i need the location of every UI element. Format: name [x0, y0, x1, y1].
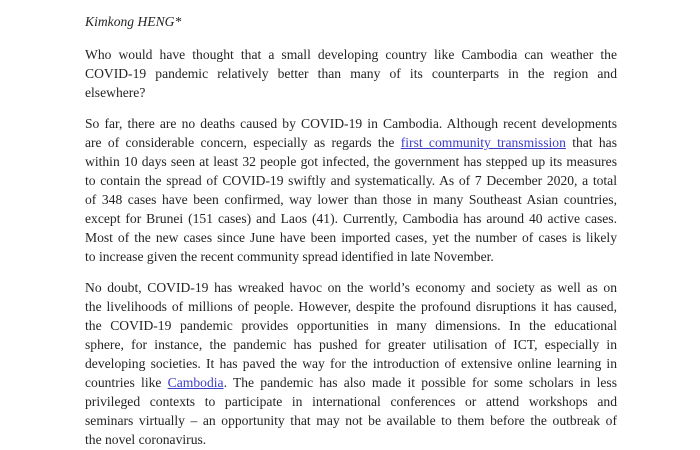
text-segment: countries like — [85, 375, 168, 390]
text-line — [85, 171, 617, 190]
paragraph — [85, 278, 617, 449]
text-segment: the COVID-19 pandemic provides opportunities in many dimensions. In the educational — [85, 318, 617, 333]
text-segment: are of considerable concern, especially as regards the — [85, 135, 401, 150]
text-line — [85, 354, 617, 373]
text-segment: within 10 days seen at least 32 people got infected, the government has stepped up its measures — [85, 154, 617, 169]
text-segment: developing societies. It has paved the way for the introduction of extensive online learning in — [85, 356, 617, 371]
text-line — [85, 228, 617, 247]
text-segment: of 348 cases have been confirmed, way lower than those in many Southeast Asian countries, — [85, 192, 617, 207]
text-segment: . The pandemic has also made it possible for some scholars in less — [223, 375, 617, 390]
text-line — [85, 64, 617, 83]
text-line — [85, 335, 617, 354]
text-line — [85, 45, 617, 64]
paragraph — [85, 45, 617, 102]
text-line — [85, 430, 617, 449]
text-line — [85, 83, 617, 102]
text-line — [85, 278, 617, 297]
text-line — [85, 316, 617, 335]
text-line — [85, 392, 617, 411]
text-line — [85, 190, 617, 209]
text-line — [85, 152, 617, 171]
text-segment: seminars virtually – an opportunity that may not be available to them before the outbreak of — [85, 413, 617, 428]
text-line — [85, 297, 617, 316]
text-segment: the novel coronavirus. — [85, 432, 207, 447]
text-line — [85, 114, 617, 133]
text-segment: So far, there are no deaths caused by COVID-19 in Cambodia. Although recent developments — [85, 116, 617, 131]
text-line — [85, 247, 617, 266]
link-cambodia[interactable]: Cambodia — [167, 375, 224, 390]
paragraph — [85, 114, 617, 266]
text-segment: sphere, for instance, the pandemic has pushed for greater utilisation of ICT, especially in — [85, 337, 617, 352]
text-line — [85, 133, 617, 152]
text-segment: COVID-19 pandemic relatively better than many of its counterparts in the region and — [85, 66, 617, 81]
text-segment: except for Brunei (151 cases) and Laos (41). Currently, Cambodia has around 40 active cases. — [85, 211, 617, 226]
text-segment: elsewhere? — [85, 85, 146, 100]
text-segment: No doubt, COVID-19 has wreaked havoc on the world’s economy and society as well as on — [85, 280, 617, 295]
text-segment: privileged contexts to participate in international conferences or attend workshops and — [85, 394, 617, 409]
article-body — [85, 45, 617, 449]
text-segment: Who would have thought that a small developing country like Cambodia can weather the — [85, 47, 617, 62]
text-segment: Most of the new cases since June have been imported cases, yet the number of cases is likely — [85, 230, 617, 245]
text-segment: to contain the spread of COVID-19 swiftly and systematically. As of 7 December 2020, a total — [85, 173, 617, 188]
text-segment: to increase given the recent community spread identified in late November. — [85, 249, 494, 264]
text-line — [85, 209, 617, 228]
text-segment: that has — [565, 135, 617, 150]
text-line — [85, 373, 617, 392]
text-line — [85, 411, 617, 430]
link-first-community-transmission[interactable]: first community transmission — [400, 135, 566, 150]
author-name: Kimkong HENG* — [85, 14, 182, 29]
text-segment: the livelihoods of millions of people. However, despite the profound disruptions it has caused, — [85, 299, 617, 314]
